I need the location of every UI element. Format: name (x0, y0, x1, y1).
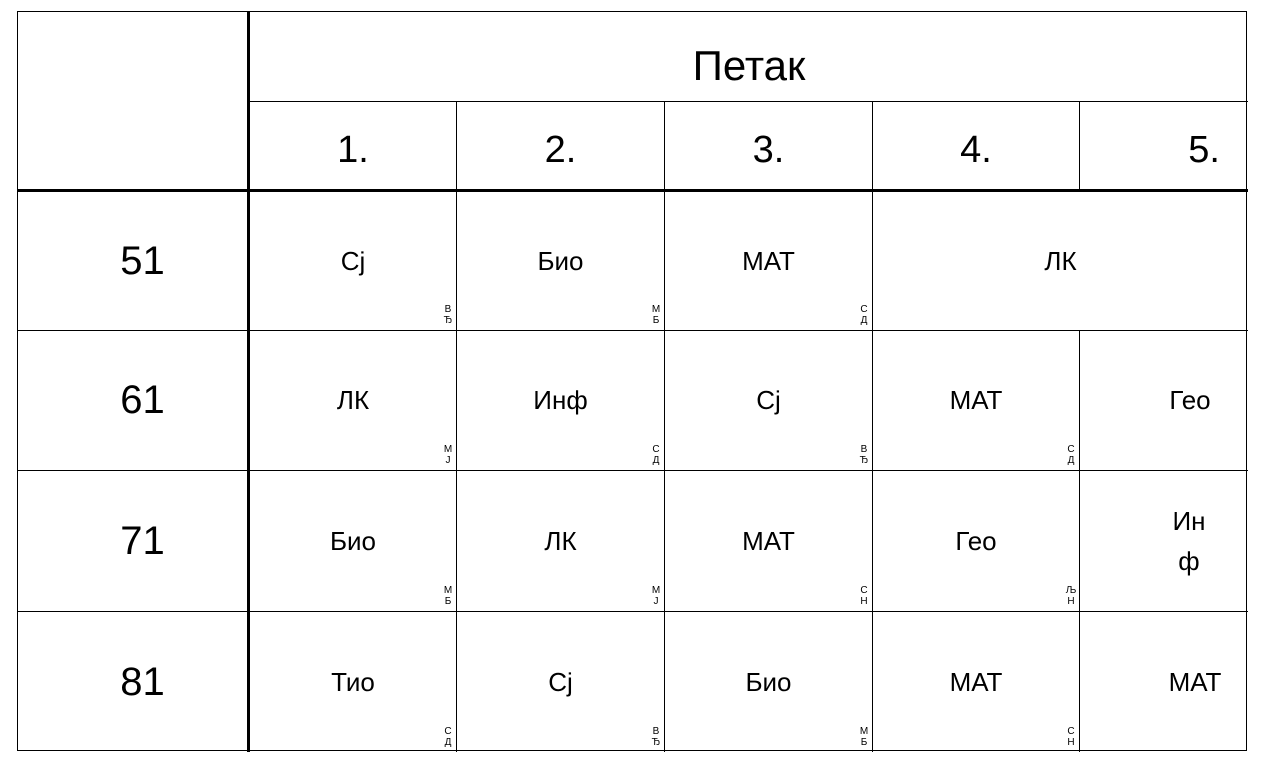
lesson-cell (873, 331, 1079, 470)
teacher-initials: МБ (859, 726, 869, 748)
subject: Гео (955, 525, 997, 556)
lesson-cell (1080, 471, 1248, 611)
lesson-cell (457, 331, 664, 470)
subject: Био (745, 666, 792, 697)
subject: Сј (756, 385, 781, 415)
teacher-initials: СН (1067, 726, 1075, 748)
teacher-initials: МБ (443, 585, 453, 607)
class-label: 71 (120, 518, 165, 563)
lesson-cell (873, 471, 1079, 611)
period-header: 5. (1188, 129, 1220, 171)
subject: МАТ (1168, 666, 1222, 697)
subject: Био (537, 245, 584, 276)
lesson-cell (1080, 612, 1248, 752)
teacher-initials: СН (860, 585, 868, 607)
subject: Био (329, 525, 377, 556)
lesson-cell (873, 612, 1079, 752)
lesson-cell (665, 612, 872, 752)
teacher-initials: МЈ (651, 585, 661, 607)
teacher-initials: СД (1067, 444, 1075, 466)
teacher-initials: ВЂ (443, 304, 453, 326)
class-label: 61 (120, 378, 165, 422)
lesson-cell (457, 612, 664, 752)
subject: Сј (340, 245, 366, 276)
period-header: 2. (544, 129, 577, 171)
subject: МАТ (742, 525, 795, 556)
subject: ЛК (1044, 245, 1077, 276)
period-header: 1. (337, 129, 369, 171)
subject: Сј (548, 666, 573, 697)
lesson-cell (457, 192, 664, 330)
lesson-cell (250, 471, 456, 611)
class-label: 81 (120, 659, 165, 704)
timetable (17, 11, 1247, 751)
teacher-initials: СД (652, 444, 660, 466)
lesson-cell (250, 192, 456, 330)
teacher-initials: СД (860, 304, 868, 326)
subject: Гео (1169, 385, 1211, 415)
subject: МАТ (949, 385, 1003, 415)
subject: Инф (1172, 506, 1206, 576)
subject: Инф (533, 385, 588, 415)
teacher-initials: ЉН (1065, 585, 1077, 607)
day-title: Петак (692, 41, 806, 89)
lesson-cell (665, 471, 872, 611)
lesson-cell (250, 331, 456, 470)
teacher-initials: ВЂ (651, 726, 661, 748)
subject: ЛК (544, 525, 577, 556)
class-label: 51 (120, 238, 165, 283)
lesson-cell (665, 192, 872, 330)
teacher-initials: МЈ (443, 444, 453, 466)
lesson-cell-merged (873, 192, 1248, 330)
lesson-cell (665, 331, 872, 470)
lesson-cell (457, 471, 664, 611)
subject: МАТ (949, 666, 1003, 697)
teacher-initials: МБ (651, 304, 661, 326)
subject: ЛК (336, 385, 370, 415)
period-header: 4. (960, 129, 992, 171)
lesson-cell (250, 612, 456, 752)
teacher-initials: СД (444, 726, 452, 748)
subject: МАТ (742, 245, 795, 276)
period-header: 3. (752, 129, 785, 171)
lesson-cell (1080, 331, 1248, 470)
subject: Тио (331, 666, 375, 697)
teacher-initials: ВЂ (859, 444, 869, 466)
